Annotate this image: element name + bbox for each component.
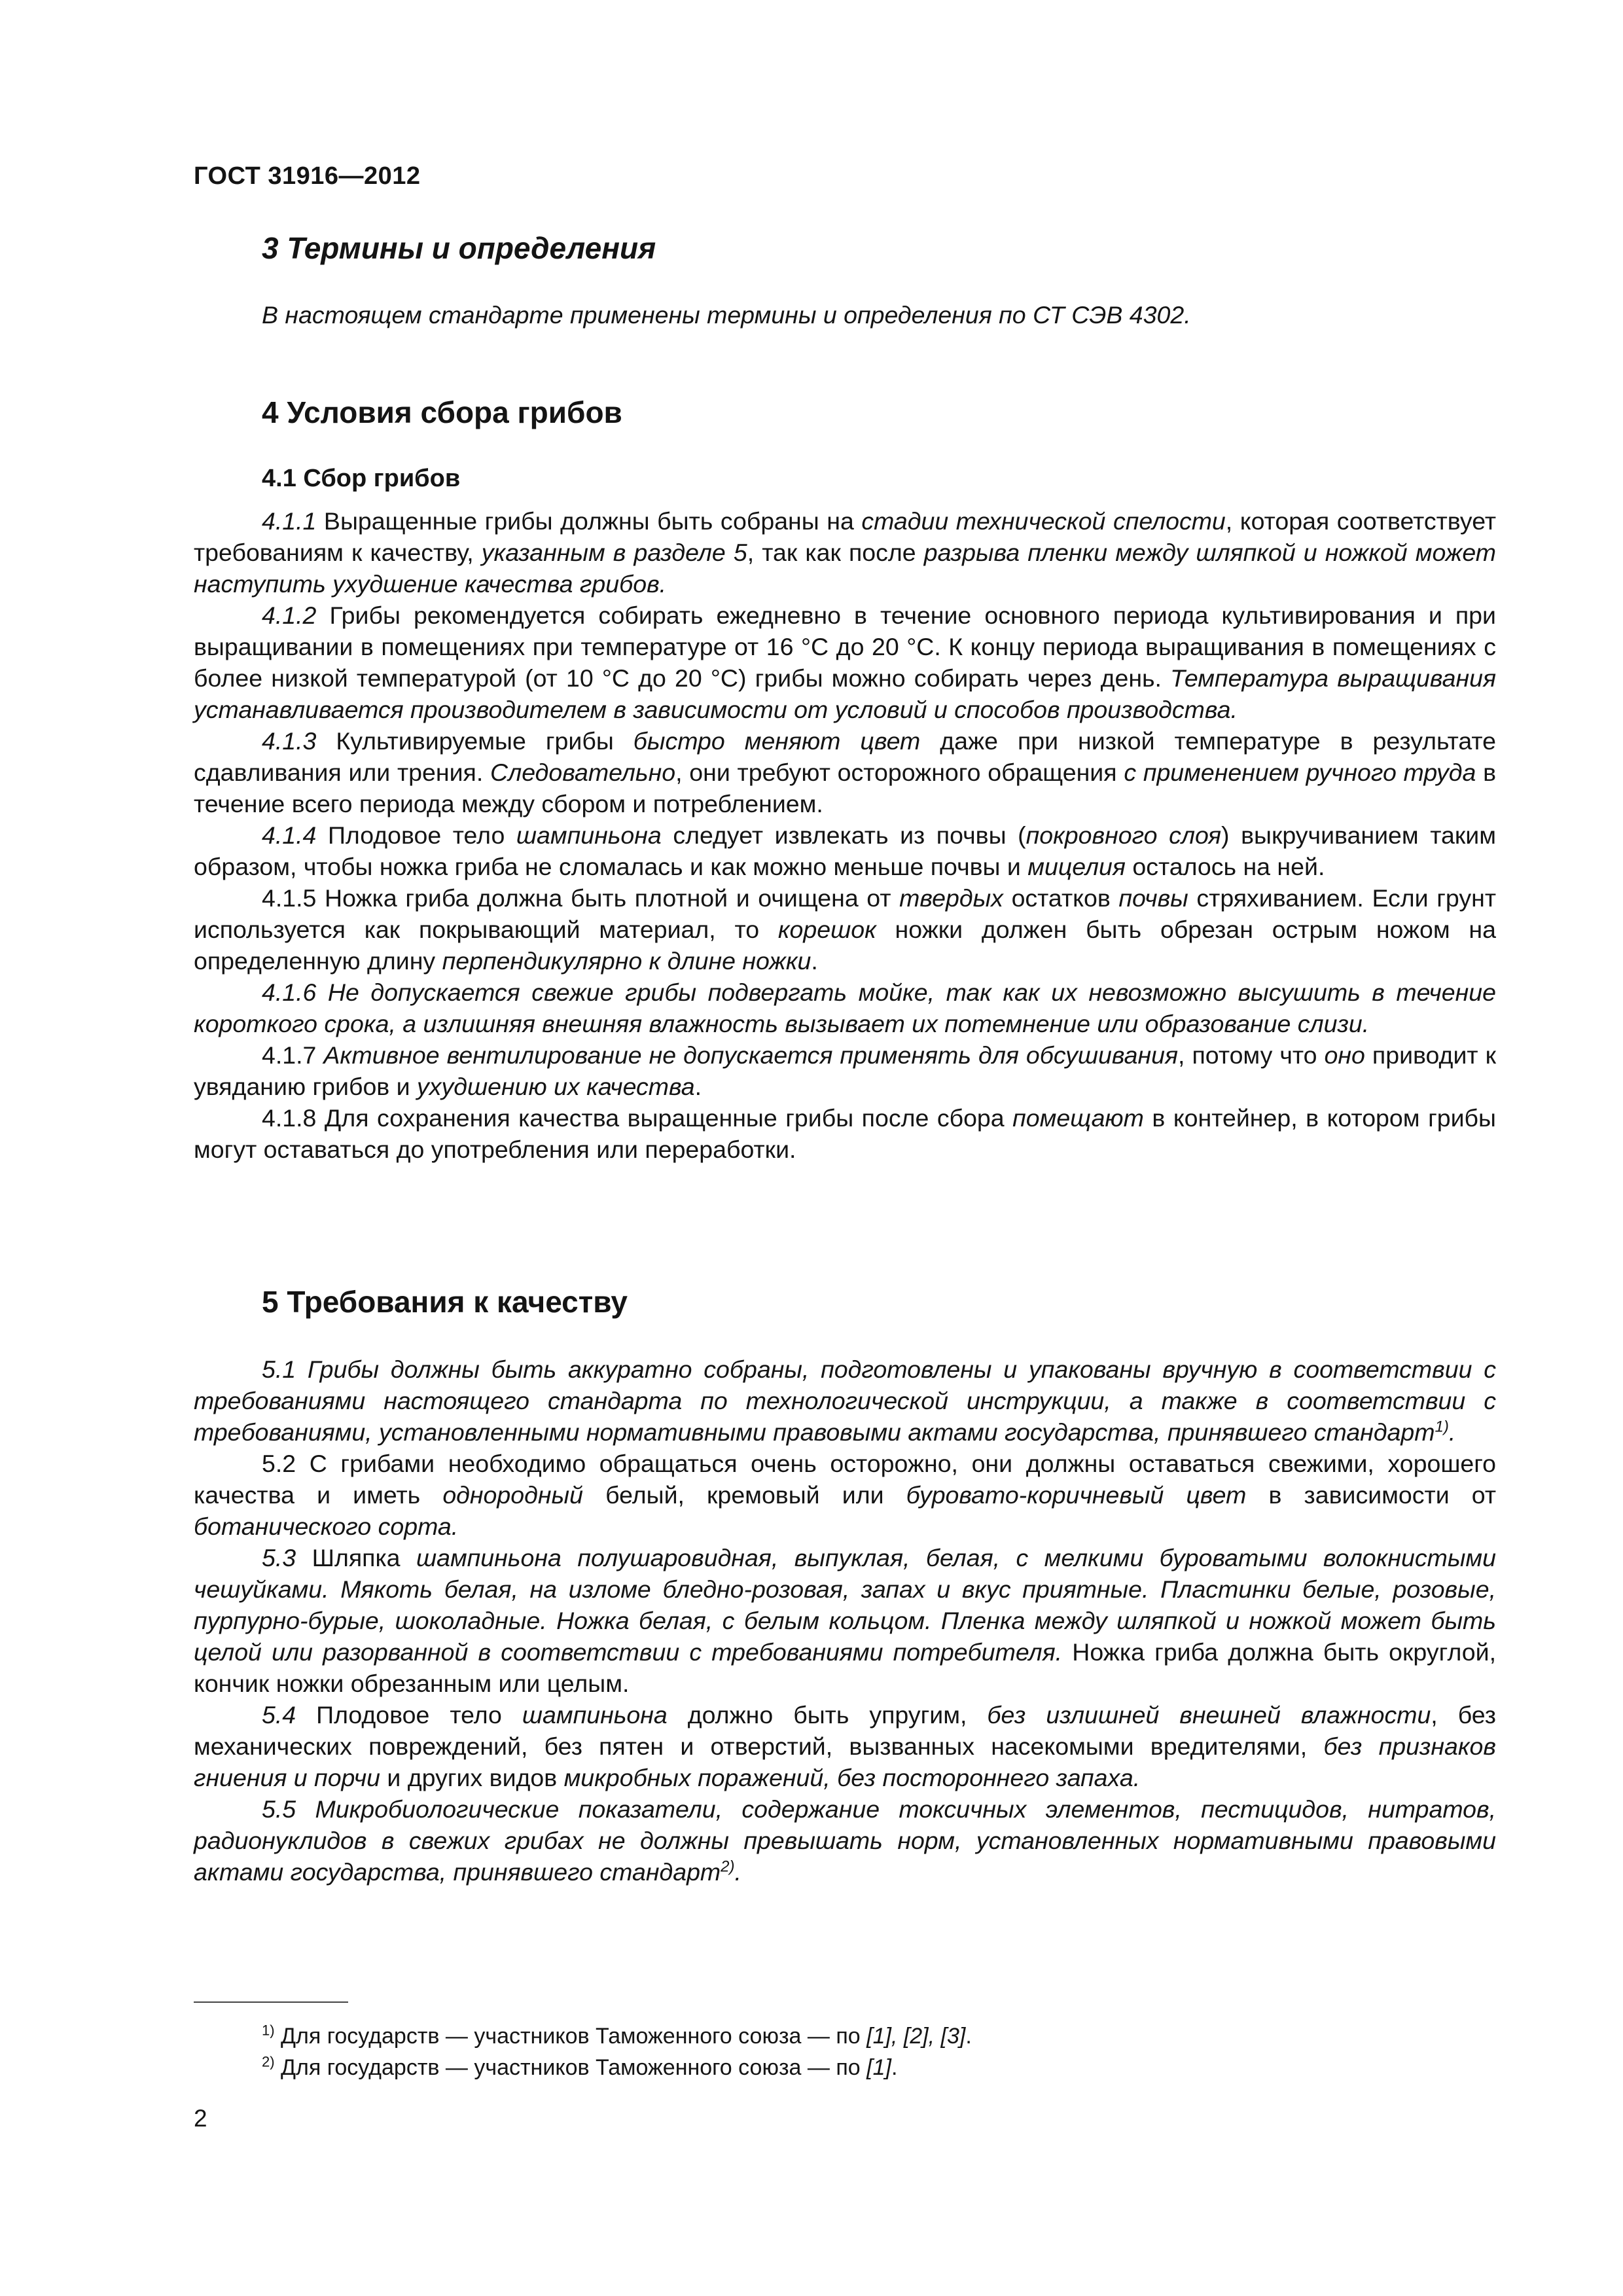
paragraph-5-5: 5.5 Микробиологические показатели, содержание токсичных элементов, пестицидов, нитратов, радионуклидов в свежих грибах не должны превышать норм, установленных нормативными правовыми актами государства, принявшего стандарт$^{2)}$. xyxy=(194,1795,1496,1886)
section-4-title: 4 Условия сбора грибов xyxy=(262,395,622,429)
paragraph-4-1-8: 4.1.8 Для сохранения качества выращенные грибы после сбора помещают в контейнер, в котором грибы могут оставаться до употребления или переработки. xyxy=(194,1104,1496,1163)
paragraph-4-1-3: 4.1.3 Культивируемые грибы быстро меняют цвет даже при низкой температуре в результате сдавливания или трения. Следовательно, они требуют осторожного обращения с применением ручного труда в течение всего периода между сбором и потреблением. xyxy=(194,727,1497,817)
paragraph-4-1-4: 4.1.4 Плодовое тело шампиньона следует извлекать из почвы (покровного слоя) выкручиванием таким образом, чтобы ножка гриба не сломалась и как можно меньше почвы и мицелия осталось на ней. xyxy=(194,821,1497,880)
paragraph-4-1-6: 4.1.6 Не допускается свежие грибы подвергать мойке, так как их невозможно высушить в течение короткого срока, а излишняя внешняя влажность вызывает их потемнение или образование слизи. xyxy=(194,978,1496,1037)
footnote-1: $^{1)}$ Для государств — участников Таможенного союза — по [1], [2], [3]. xyxy=(262,2022,972,2049)
footnote-divider xyxy=(194,2001,348,2003)
page-number: 2 xyxy=(194,2105,207,2132)
subsection-4-1-title: 4.1 Сбор грибов xyxy=(262,465,461,492)
document-code-header: ГОСТ 31916—2012 xyxy=(194,162,421,190)
paragraph-5-4: 5.4 Плодовое тело шампиньона должно быть упругим, без излишней внешней влажности, без механических повреждений, без пятен и отверстий, вызванных насекомыми вредителями, без признаков гниения и порчи и других видов микробных поражений, без постороннего запаха. xyxy=(194,1701,1496,1791)
footnote-2: $^{2)}$ Для государств — участников Таможенного союза — по [1]. xyxy=(262,2053,898,2080)
section-5-title: 5 Требования к качеству xyxy=(262,1285,628,1319)
section-5-body xyxy=(194,1354,1496,1888)
section-3-intro: В настоящем стандарте применены термины и определения по СТ СЭВ 4302. xyxy=(262,301,1191,329)
paragraph-4-1-5: 4.1.5 Ножка гриба должна быть плотной и очищена от твердых остатков почвы стряхиванием. Если грунт используется как покрывающий материал, то корешок ножки должен быть обрезан острым ножом на определенную длину перпендикулярно к длине ножки. xyxy=(194,884,1496,975)
section-3-title: 3 Термины и определения xyxy=(262,231,656,265)
paragraph-4-1-7: 4.1.7 Активное вентилирование не допускается применять для обсушивания, потому что оно приводит к увяданию грибов и ухудшению их качества. xyxy=(194,1041,1496,1100)
paragraph-4-1-2: 4.1.2 Грибы рекомендуется собирать ежедневно в течение основного периода культивирования и при выращивании в помещениях при температуре от 16 °С до 20 °С. К концу периода выращивания в помещениях с более низкой температурой (от 10 °С до 20 °С) грибы можно собирать через день. Температура выращивания устанавливается производителем в зависимости от условий и способов производства. xyxy=(194,601,1496,723)
paragraph-4-1-1: 4.1.1 Выращенные грибы должны быть собраны на стадии технической спелости, которая соответствует требованиям к качеству, указанным в разделе 5, так как после разрыва пленки между шляпкой и ножкой может наступить ухудшение качества грибов. xyxy=(194,507,1496,598)
paragraph-5-2: 5.2 С грибами необходимо обращаться очень осторожно, они должны оставаться свежими, хорошего качества и иметь однородный белый, кремовый или буровато-коричневый цвет в зависимости от ботанического сорта. xyxy=(194,1450,1496,1540)
paragraph-5-1: 5.1 Грибы должны быть аккуратно собраны, подготовлены и упакованы вручную в соответствии с требованиями настоящего стандарта по технологической инструкции, а также в соответствии с требованиями, установленными нормативными правовыми актами государства, принявшего стандарт$^{1)}$. xyxy=(194,1355,1496,1446)
section-4-body xyxy=(194,505,1496,1165)
paragraph-5-3: 5.3 Шляпка шампиньона полушаровидная, выпуклая, белая, с мелкими буроватыми волокнистыми чешуйками. Мякоть белая, на изломе бледно-розовая, запах и вкус приятные. Пластинки белые, розовые, пурпурно-бурые, шоколадные. Ножка белая, с белым кольцом. Пленка между шляпкой и ножкой может быть целой или разорванной в соответствии с требованиями потребителя. Ножка гриба должна быть округлой, кончик ножки обрезанным или целым. xyxy=(194,1544,1496,1697)
